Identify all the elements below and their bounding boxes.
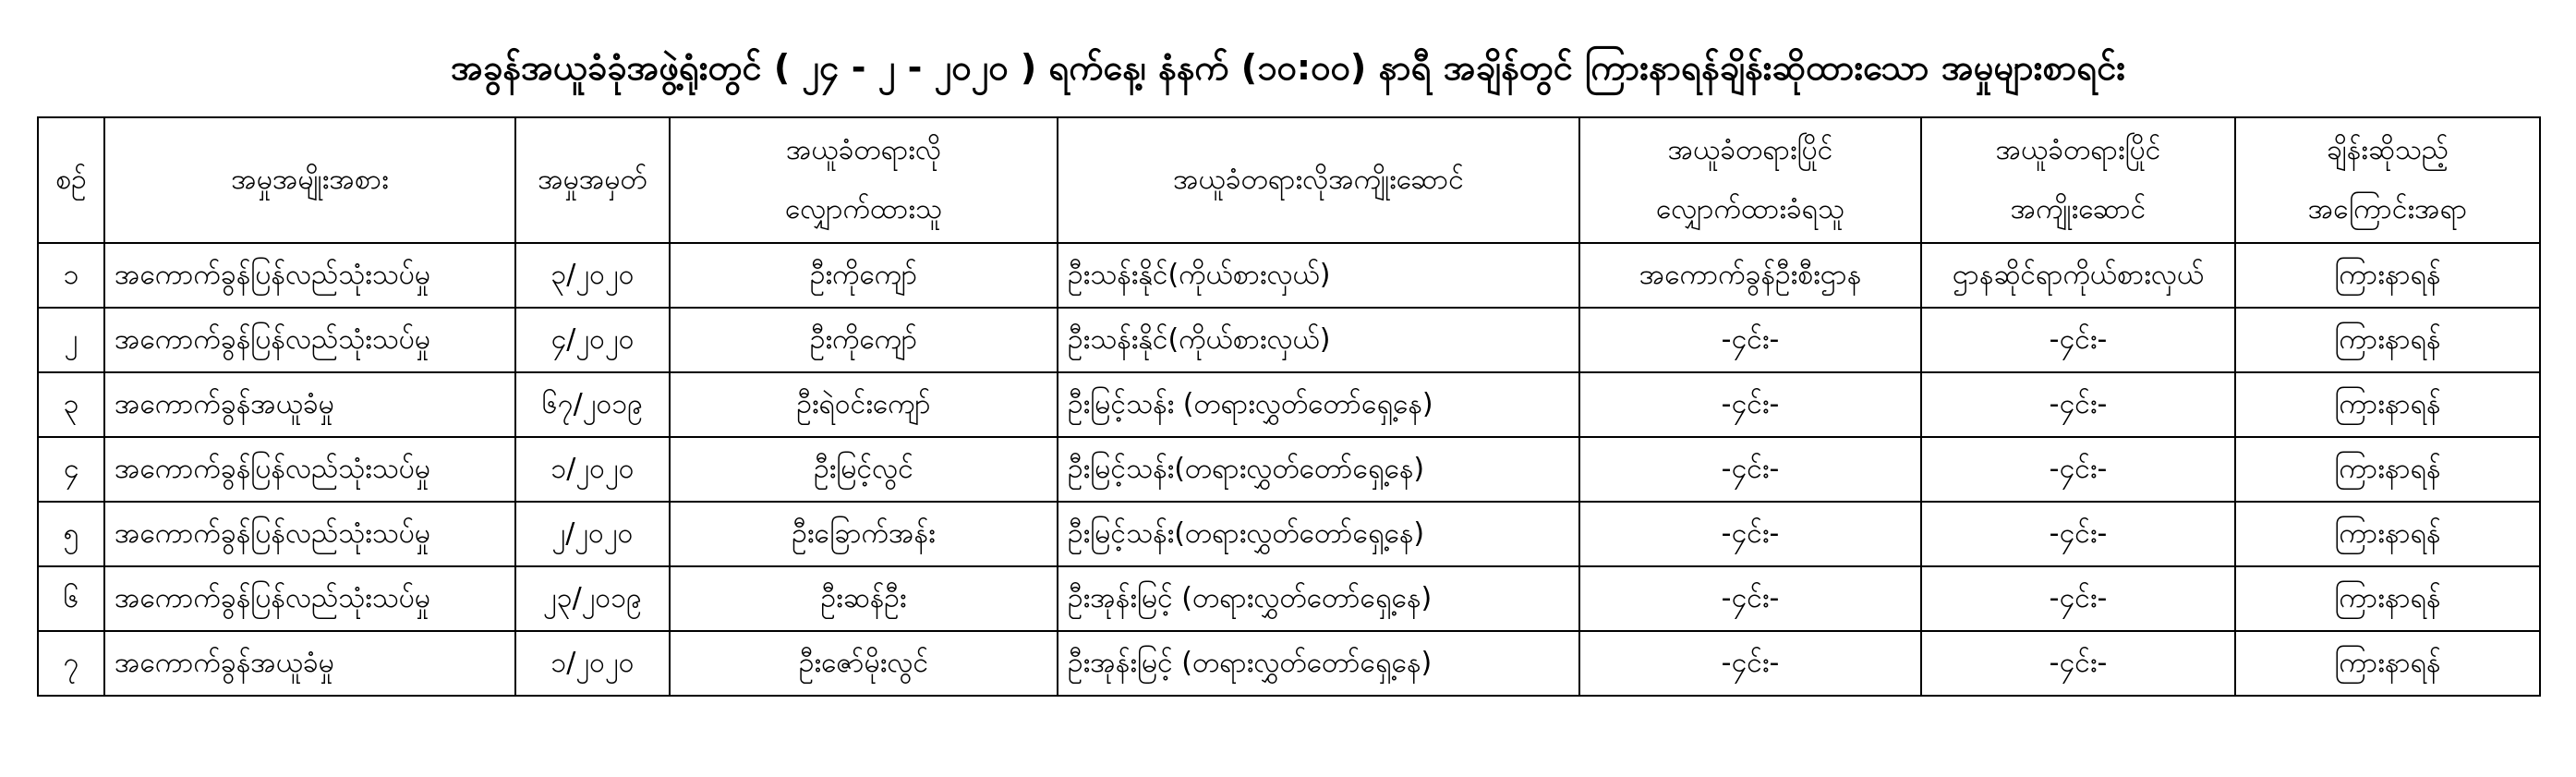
cell-no: ၆: [38, 566, 104, 631]
cell-case-no: ၁/၂၀၂၀: [515, 631, 670, 696]
cell-respondent: -၄င်း-: [1579, 502, 1921, 566]
cell-no: ၄: [38, 437, 104, 502]
cell-respondent-rep: -၄င်း-: [1921, 631, 2235, 696]
cell-no: ၁: [38, 243, 104, 308]
header-respondent-rep-line1: အယူခံတရားပြိုင်: [1995, 134, 2161, 166]
table-row: [38, 308, 2540, 372]
header-reason-line2: အကြောင်းအရာ: [2307, 193, 2468, 225]
header-appellant-line2: လျှောက်ထားသူ: [785, 193, 942, 225]
page-title: အခွန်အယူခံခုံအဖွဲ့ရုံးတွင် ( ၂၄ - ၂ - ၂၀၂၀ ) ရက်နေ့၊ နံနက် (၁၀:၀၀) နာရီ အချိန်တွင် ကြားနာရန်ချိန်းဆိုထားသော အမှုများစာရင်း: [451, 47, 2125, 88]
cell-case-no: ၂/၂၀၂၀: [515, 502, 670, 566]
header-appellant-line1: အယူခံတရားလို: [785, 134, 942, 166]
cell-no: ၅: [38, 502, 104, 566]
cell-case-type: အကောက်ခွန်အယူခံမှု: [104, 631, 515, 696]
cell-case-type: အကောက်ခွန်ပြန်လည်သုံးသပ်မှု: [104, 566, 515, 631]
header-appellant: [670, 117, 1058, 243]
cell-no: ၂: [38, 308, 104, 372]
cell-no: ၇: [38, 631, 104, 696]
cell-respondent-rep: ဌာနဆိုင်ရာကိုယ်စားလှယ်: [1921, 243, 2235, 308]
header-no: စဉ်: [38, 117, 104, 243]
cell-case-type: အကောက်ခွန်အယူခံမှု: [104, 372, 515, 437]
header-respondent: [1579, 117, 1921, 243]
cell-appellant: ဦးရဲဝင်းကျော်: [670, 372, 1058, 437]
cell-appellant-rep: ဦးမြင့်သန်း(တရားလွှတ်တော်ရှေ့နေ): [1058, 437, 1579, 502]
header-reason: [2235, 117, 2540, 243]
header-case-type: အမှုအမျိုးအစား: [104, 117, 515, 243]
cell-reason: ကြားနာရန်: [2235, 243, 2540, 308]
cell-respondent-rep: -၄င်း-: [1921, 372, 2235, 437]
header-case-no: အမှုအမှတ်: [515, 117, 670, 243]
cell-case-no: ၄/၂၀၂၀: [515, 308, 670, 372]
cell-appellant: ဦးမြင့်လွင်: [670, 437, 1058, 502]
table-row: [38, 243, 2540, 308]
cell-reason: ကြားနာရန်: [2235, 502, 2540, 566]
header-reason-line1: ချိန်းဆိုသည့်: [2327, 134, 2449, 166]
header-appellant-rep: အယူခံတရားလိုအကျိုးဆောင်: [1058, 117, 1579, 243]
hearing-schedule-table: [37, 116, 2541, 697]
cell-reason: ကြားနာရန်: [2235, 631, 2540, 696]
cell-reason: ကြားနာရန်: [2235, 372, 2540, 437]
cell-respondent-rep: -၄င်း-: [1921, 308, 2235, 372]
cell-case-type: အကောက်ခွန်ပြန်လည်သုံးသပ်မှု: [104, 502, 515, 566]
cell-reason: ကြားနာရန်: [2235, 437, 2540, 502]
cell-respondent: -၄င်း-: [1579, 566, 1921, 631]
cell-no: ၃: [38, 372, 104, 437]
cell-appellant-rep: ဦးမြင့်သန်း (တရားလွှတ်တော်ရှေ့နေ): [1058, 372, 1579, 437]
cell-appellant-rep: ဦးအုန်းမြင့် (တရားလွှတ်တော်ရှေ့နေ): [1058, 631, 1579, 696]
cell-appellant-rep: ဦးသန်းနိုင်(ကိုယ်စားလှယ်): [1058, 243, 1579, 308]
cell-appellant-rep: ဦးမြင့်သန်း(တရားလွှတ်တော်ရှေ့နေ): [1058, 502, 1579, 566]
cell-case-type: အကောက်ခွန်ပြန်လည်သုံးသပ်မှု: [104, 437, 515, 502]
cell-case-type: အကောက်ခွန်ပြန်လည်သုံးသပ်မှု: [104, 243, 515, 308]
cell-appellant-rep: ဦးသန်းနိုင်(ကိုယ်စားလှယ်): [1058, 308, 1579, 372]
cell-appellant: ဦးဆန်ဦး: [670, 566, 1058, 631]
cell-case-no: ၁/၂၀၂၀: [515, 437, 670, 502]
cell-case-type: အကောက်ခွန်ပြန်လည်သုံးသပ်မှု: [104, 308, 515, 372]
table-row: [38, 372, 2540, 437]
cell-respondent: -၄င်း-: [1579, 437, 1921, 502]
cell-appellant: ဦးကိုကျော်: [670, 243, 1058, 308]
table-row: [38, 566, 2540, 631]
header-respondent-rep: [1921, 117, 2235, 243]
table-row: [38, 437, 2540, 502]
cell-respondent: -၄င်း-: [1579, 308, 1921, 372]
cell-respondent: -၄င်း-: [1579, 631, 1921, 696]
cell-respondent-rep: -၄င်း-: [1921, 502, 2235, 566]
header-respondent-line2: လျှောက်ထားခံရသူ: [1655, 193, 1845, 225]
cell-appellant: ဦးဇော်မိုးလွင်: [670, 631, 1058, 696]
table-row: [38, 631, 2540, 696]
cell-case-no: ၂၃/၂၀၁၉: [515, 566, 670, 631]
cell-respondent: -၄င်း-: [1579, 372, 1921, 437]
cell-respondent: အကောက်ခွန်ဦးစီးဌာန: [1579, 243, 1921, 308]
cell-case-no: ၃/၂၀၂၀: [515, 243, 670, 308]
header-respondent-line1: အယူခံတရားပြိုင်: [1667, 134, 1833, 166]
table-header-row: [38, 117, 2540, 243]
cell-respondent-rep: -၄င်း-: [1921, 566, 2235, 631]
cell-reason: ကြားနာရန်: [2235, 308, 2540, 372]
cell-respondent-rep: -၄င်း-: [1921, 437, 2235, 502]
cell-appellant: ဦးကိုကျော်: [670, 308, 1058, 372]
cell-reason: ကြားနာရန်: [2235, 566, 2540, 631]
header-respondent-rep-line2: အကျိုးဆောင်: [2010, 193, 2147, 225]
cell-case-no: ၆၇/၂၀၁၉: [515, 372, 670, 437]
cell-appellant-rep: ဦးအုန်းမြင့် (တရားလွှတ်တော်ရှေ့နေ): [1058, 566, 1579, 631]
table-row: [38, 502, 2540, 566]
cell-appellant: ဦးခြောက်အန်း: [670, 502, 1058, 566]
